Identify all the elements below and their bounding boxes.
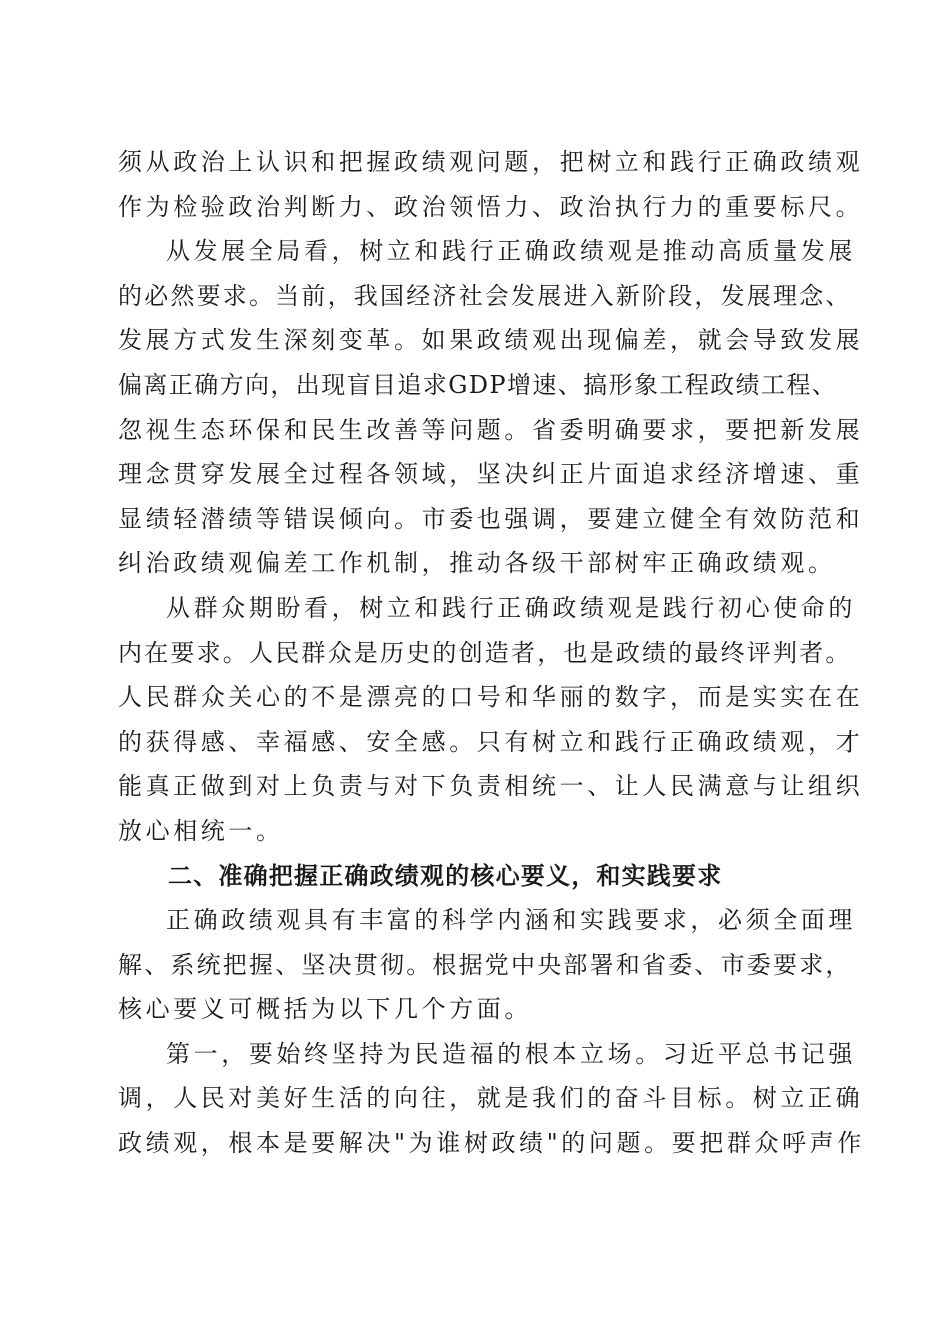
- paragraph-start-line: 从群众期盼看，树立和践行正确政绩观是践行初心使命的: [166, 593, 856, 622]
- text-line: 能真正做到对上负责与对下负责相统一、让人民满意与让组织: [118, 772, 864, 801]
- lead-sentence-continuation: 习近平总书记强: [662, 1039, 857, 1068]
- text-line: 须从政治上认识和把握政绩观问题，把树立和践行正确政绩观: [118, 148, 864, 176]
- text-line: 忽视生态环保和民生改善等问题。省委明确要求，要把新发展: [118, 415, 864, 444]
- paragraph-start-line: [118, 1032, 857, 1077]
- text-line: 发展方式发生深刻变革。如果政绩观出现偏差，就会导致发展: [118, 326, 864, 355]
- text-line: 理念贯穿发展全过程各领域，坚决纠正片面追求经济增速、重: [118, 460, 864, 489]
- text-line: 的获得感、幸福感、安全感。只有树立和践行正确政绩观，才: [118, 727, 864, 756]
- paragraph-start-line: 从发展全局看，树立和践行正确政绩观是推动高质量发展: [166, 237, 856, 266]
- text-line: 偏离正确方向，出现盲目追求GDP增速、搞形象工程政绩工程、: [118, 370, 838, 399]
- paragraph-start-line: 正确政绩观具有丰富的科学内涵和实践要求，必须全面理: [166, 906, 856, 935]
- section-heading: 二、准确把握正确政绩观的核心要义，和实践要求: [168, 861, 723, 890]
- text-line: 内在要求。人民群众是历史的创造者，也是政绩的最终评判者。: [118, 638, 852, 667]
- text-line: 显绩轻潜绩等错误倾向。市委也强调，要建立健全有效防范和: [118, 504, 864, 533]
- text-line: 放心相统一。: [118, 816, 284, 845]
- document-body: [118, 140, 865, 1166]
- text-line: 政绩观，根本是要解决"为谁树政绩"的问题。要把群众呼声作: [118, 1129, 865, 1158]
- text-line: 人民群众关心的不是漂亮的口号和华丽的数字，而是实实在在: [118, 683, 864, 712]
- bold-lead-sentence: 第一，要始终坚持为民造福的根本立场。: [166, 1039, 663, 1068]
- text-line: 核心要义可概括为以下几个方面。: [118, 995, 532, 1024]
- text-line: 纠治政绩观偏差工作机制，推动各级干部树牢正确政绩观。: [118, 549, 836, 578]
- text-line: 解、系统把握、坚决贯彻。根据党中央部署和省委、市委要求，: [118, 950, 852, 979]
- text-line: 的必然要求。当前，我国经济社会发展进入新阶段，发展理念、: [118, 281, 852, 310]
- text-line: 调，人民对美好生活的向往，就是我们的奋斗目标。树立正确: [118, 1084, 864, 1113]
- text-line: 作为检验政治判断力、政治领悟力、政治执行力的重要标尺。: [118, 192, 864, 221]
